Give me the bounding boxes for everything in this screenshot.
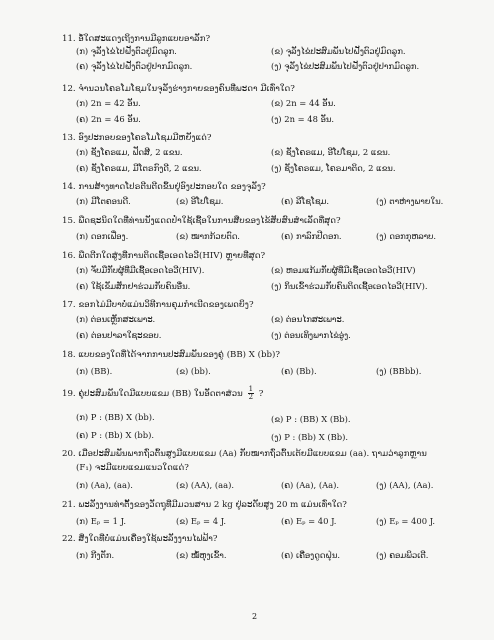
question-21: 21. ພະລັງງານທ່າຕັ້ງຂອງວັດຖຸທີ່ມີມວນສານ 2 kg ຢູ່ລະດັບສູງ 20 m ແມ່ນເທົ່າໃດ? bbox=[62, 500, 347, 510]
option-d: (ງ) ຈຸລັງໄຂ່ປະສົມພັນໄປຝັງຕົວຢູ່ປາກມົດລູກ. bbox=[271, 61, 420, 71]
option-d: (ງ) 2n = 48 ອັນ. bbox=[271, 114, 335, 124]
option-d: (ງ) Eₚ = 400 J. bbox=[376, 516, 436, 526]
option-b: (ຂ) (AA), (aa). bbox=[176, 480, 235, 490]
option-c: (ຄ) (Bb). bbox=[281, 366, 317, 376]
option-c: (ຄ) ເຄື່ອງດູດຝຸ່ນ. bbox=[281, 550, 341, 560]
option-d: (ງ) ຕ່ອນເທິງພາກໄຂ່ອູ່ງ. bbox=[271, 330, 351, 340]
option-b: (ຂ) ຕ່ອນໄກສະເພາະ. bbox=[271, 314, 345, 324]
option-a: (ກ) Eₚ = 1 J. bbox=[76, 516, 126, 526]
page-number: 2 bbox=[252, 612, 258, 621]
question-18: 18. ແບບຂອງໃດທີ່ໄດ້ຈາກການປະສົມພັນຂອງຄູ່ (BB) X (bb)? bbox=[62, 350, 280, 360]
question-22: 22. ສິ່ງໃດທີ່ບໍ່ແມ່ນເຄື່ອງໃຊ້ພະລັງງານໄຟຟ້າ? bbox=[62, 534, 218, 544]
option-c: (ຄ) 2n = 46 ອັນ. bbox=[76, 114, 141, 124]
option-c: (ຄ) P : (Bb) X (bb). bbox=[76, 430, 154, 440]
question-13: 13. ອົງປະກອບຂອງໂຄຣໂມໂຊມມີຫຍັງແດ່? bbox=[62, 133, 212, 143]
option-a: (ກ) ຈັບມືກັບຜູ້ທີ່ມີເຊື້ອເອດໄອວີ(HIV). bbox=[76, 265, 205, 275]
option-a: (ກ) ຈຸລັງໄຂ່ໄປຝັງຕົວຢູ່ມົດລູກ. bbox=[76, 46, 177, 56]
option-b: (ຂ) ຫອມແກ້ມກັບຜູ້ທີ່ມີເຊື້ອເອດໄອວີ(HIV) bbox=[271, 265, 416, 275]
question-17: 17. ຂອກໄມ່ມີບາບໍ່ແມ່ນວິທີການຄຸມກຳເນີດຂອງເພດຍິງ? bbox=[62, 300, 254, 310]
option-b: (ຂ) ຈຸລັງໄຂ່ປະສົມພັນໄປຝັງຕົວຢູ່ມົດລູກ. bbox=[271, 46, 406, 56]
question-14: 14. ການສ້າງທາດໂປຣຕີນຕີດຂຶ້ນຢູ່ອົງປະກອບໃດ ຂອງຈຸລັງ? bbox=[62, 182, 266, 192]
fraction bbox=[248, 386, 254, 401]
option-a: (ກ) ຕ່ອນເຫຼັກສະເພາະ. bbox=[76, 314, 156, 324]
question-16: 16. ພືດຕີກໃດສູ່ງທີ່ການຕິດເຊື້ອເອດໄອວີ(HIV) ຫຼາຍທີ່ສຸດ? bbox=[62, 251, 266, 261]
option-a: (ກ) P : (BB) X (bb). bbox=[76, 412, 155, 422]
question-19 bbox=[62, 386, 472, 401]
question-20-line2: (F₁) ຈະມີແບບແຂມແນວໃດແດ່? bbox=[76, 463, 189, 473]
option-b: (ຂ) ອີໂປໂຊມ. bbox=[176, 196, 224, 206]
option-a: (ກ) (BB). bbox=[76, 366, 113, 376]
option-b: (ຂ) (bb). bbox=[176, 366, 211, 376]
option-a: (ກ) ຊັງໂຄຣແມ, ຟັດສີ, 2 ແຂນ. bbox=[76, 147, 183, 157]
option-d: (ງ) (BBbb). bbox=[376, 366, 422, 376]
option-d: (ງ) ຄອມພິວເຕີ. bbox=[376, 550, 429, 560]
option-b: (ຂ) 2n = 44 ອັນ. bbox=[271, 98, 336, 108]
question-19-tail: ? bbox=[258, 389, 264, 399]
option-d: (ງ) P : (Bb) X (Bb). bbox=[271, 432, 349, 442]
option-b: (ຂ) ຊັງໂຄຣແມ, ອີໂປໂຊມ, 2 ແຂນ. bbox=[271, 147, 391, 157]
option-c: (ຄ) ລີໂຊໂຊມ. bbox=[281, 196, 330, 206]
option-d: (ງ) ດອກກຸຫລາບ. bbox=[376, 231, 437, 241]
option-a: (ກ) (Aa), (aa). bbox=[76, 480, 133, 490]
option-a: (ກ) ດອກເຟື່ອງ. bbox=[76, 231, 129, 241]
option-b: (ຂ) ໝາກກ້ວຍຕົດ. bbox=[176, 231, 240, 241]
option-a: (ກ) ກີງຕັກ. bbox=[76, 550, 115, 560]
option-d: (ງ) ກິນເຂົ້າຮ່ວມກັບຄົນຕິດເຊື້ອເອດໄອວີ(HIV). bbox=[271, 281, 428, 291]
fraction-denominator: 2 bbox=[248, 393, 254, 401]
question-12: 12. ຈຳນວນໂຄຣໂມໂຊມໃນຈຸລັງຮ່າງກາຍຂອງຄົນທີ່ພະດາ ມີເທົ່າໃດ? bbox=[62, 84, 295, 94]
option-d: (ງ) ຕາຫ່າງພາຍໃນ. bbox=[376, 196, 444, 206]
option-c: (ຄ) ຈຸລັງໄຂ່ໄປຝັງຕົວຢູ່ປາກມົດລູກ. bbox=[76, 61, 193, 71]
question-15: 15. ພືດຊະນິດໃດທີ່ທ່ານນັງແດດປໍ່າໃຊ້ເຊື້ອໃນການສືບຂອງໄຂ້ສັບສົນສໍາເລັດທີ່ສຸດ? bbox=[62, 216, 341, 226]
option-c: (ຄ) ຕ່ອນປາລາໃຊະຂອບ. bbox=[76, 330, 162, 340]
question-11: 11. ອໍ້ໃດສະແດງເຖິງການມີລູກແບບອາລັກ? bbox=[62, 34, 211, 44]
question-20: 20. ເມື່ອປະສົມພັນພາກຖົ່ວຕົ້ນສູງມີແບບແຂມ (Aa) ກັບໝາກຖົ່ວຕົ້ນເຕ້ຍມີແບບແຂມ (aa). ຖາມວ່າລູກຫຼານ bbox=[62, 449, 427, 459]
question-19-text: 19. ຄູ່ປະສົມພັນໃດມີແບບແຂມ (BB) ໃນອັດຕາສ່ວນ bbox=[62, 389, 243, 399]
option-c: (ຄ) (Aa), (Aa). bbox=[281, 480, 340, 490]
option-b: (ຂ) ໝໍ້ຫຸງເຂົ້າ. bbox=[176, 550, 227, 560]
option-b: (ຂ) Eₚ = 4 J. bbox=[176, 516, 227, 526]
option-d: (ງ) (AA), (Aa). bbox=[376, 480, 434, 490]
option-b: (ຂ) P : (BB) X (Bb). bbox=[271, 414, 351, 424]
option-c: (ຄ) ຊັງໂຄຣແມ, ມີໂຕຣກົງດີ, 2 ແຂນ. bbox=[76, 163, 202, 173]
option-c: (ຄ) Eₚ = 40 J. bbox=[281, 516, 337, 526]
option-a: (ກ) ມີໂຕຄອນດີ. bbox=[76, 196, 131, 206]
option-c: (ຄ) ກາລົກປີດອກ. bbox=[281, 231, 342, 241]
option-a: (ກ) 2n = 42 ອັນ. bbox=[76, 98, 141, 108]
option-c: (ຄ) ໃຊ້ເຂັມສັກຢາຮ່ວມກັບຄົນອື່ນ. bbox=[76, 281, 191, 291]
option-d: (ງ) ຊັງໂຄຣແມ, ໂຄຣມາຕິດ, 2 ແຂນ. bbox=[271, 163, 396, 173]
fraction-numerator: 1 bbox=[248, 385, 254, 393]
